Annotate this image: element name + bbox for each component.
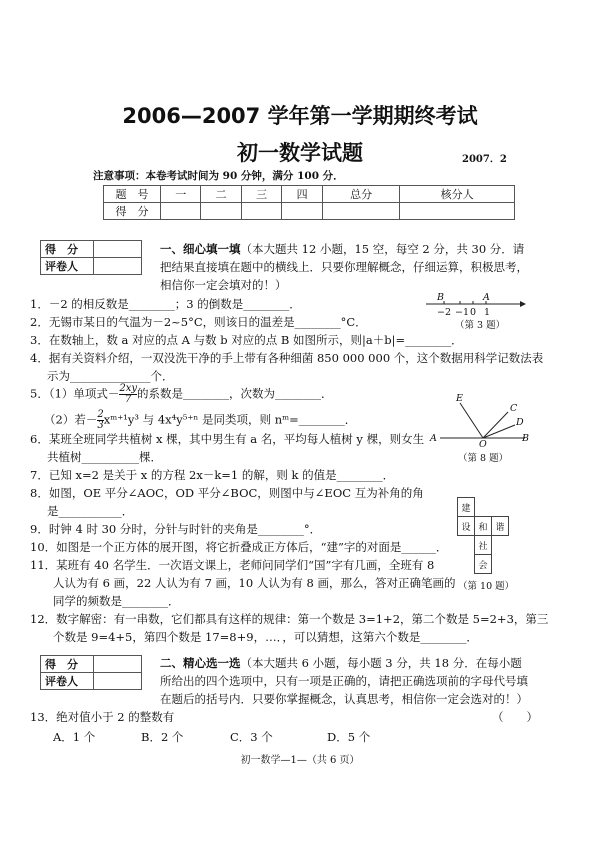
score-header: 三 bbox=[241, 186, 281, 203]
grader-label: 评卷人 bbox=[41, 673, 94, 690]
q11-cont: 人认为有 6 画，22 人认为有 7 画，10 人认为有 8 画，那么，答对正确笔画的 bbox=[53, 576, 456, 590]
net-cell: 谐 bbox=[492, 517, 509, 536]
label-a: A bbox=[430, 433, 437, 444]
net-cell: 会 bbox=[475, 555, 492, 574]
q5-1-post: 的系数是________，次数为________． bbox=[137, 386, 333, 401]
net-cell: 建 bbox=[458, 498, 475, 517]
grader-cell bbox=[94, 258, 142, 275]
section1-title: 一、细心填一填 bbox=[160, 242, 241, 256]
q5-1-pre: 5．（1）单项式－ bbox=[30, 386, 120, 401]
q12: 12．数字解密：有一串数，它们都具有这样的规律：第一个数是 3=1+2，第二个数是 5=2+3，第三 bbox=[30, 612, 549, 626]
denominator: 3 bbox=[97, 420, 104, 431]
q10: 10．如图是一个正方体的展开图，将它折叠成正方体后，“建”字的对面是______． bbox=[30, 540, 448, 554]
point-b-label: B bbox=[437, 292, 444, 303]
net-cell: 和 bbox=[475, 517, 492, 536]
section2-heading bbox=[160, 654, 532, 708]
q12-cont: 个数是 9=4+5，第四个数是 17=8+9，…．，可以猜想，这第六个数是________． bbox=[53, 630, 478, 644]
net-cell: 社 bbox=[475, 536, 492, 555]
score-cell bbox=[322, 203, 400, 220]
denominator: 7 bbox=[125, 394, 132, 405]
q5-2 bbox=[44, 410, 356, 431]
grader-label: 评卷人 bbox=[41, 258, 94, 275]
label-e: E bbox=[456, 393, 463, 404]
q6: 6．某班全班同学共植树 x 棵，其中男生有 a 名，平均每人植树 y 棵，则女生 bbox=[30, 432, 425, 446]
point-a-label: A bbox=[483, 292, 490, 303]
q7: 7．已知 x=2 是关于 x 的方程 2x－k=1 的解，则 k 的值是________． bbox=[30, 468, 395, 482]
q5-2-post: xᵐ⁺¹y³ 与 4x⁴y⁵⁺ⁿ 是同类项，则 nᵐ=________． bbox=[103, 412, 357, 427]
score-table bbox=[103, 185, 515, 220]
q3: 3．在数轴上，数 a 对应的点 A 与数 b 对应的点 B 如图所示，则|a＋b|=________． bbox=[30, 333, 463, 347]
score-header: 总分 bbox=[322, 186, 400, 203]
notice: 注意事项：本卷考试时间为 90 分钟，满分 100 分． bbox=[93, 170, 344, 182]
option-c: C．3 个 bbox=[230, 730, 273, 744]
tick-label: −1 bbox=[455, 307, 470, 318]
ray-oc bbox=[483, 412, 508, 438]
q2: 2．无锡市某日的气温为－2~5°C，则该日的温差是________°C． bbox=[30, 315, 367, 329]
grader-box-1 bbox=[40, 240, 142, 275]
section2-desc: （本大题共 6 小题，每小题 3 分，共 18 分．在每小题所给出的四个选项中，只有一项是正确的，请把正确选项前的字母代号填在题后的括号内．只要你掌握概念，认真思考，相信你一定会选对的！） bbox=[160, 656, 528, 706]
score-header: 四 bbox=[282, 186, 322, 203]
label-c: C bbox=[510, 403, 518, 414]
score-header: 核分人 bbox=[400, 186, 515, 203]
q8-cont: 是___________． bbox=[47, 504, 134, 518]
score-cell bbox=[282, 203, 322, 220]
score-header: 题 号 bbox=[104, 186, 161, 203]
fig10-caption: （第 10 题） bbox=[458, 581, 515, 592]
net-cell: 设 bbox=[458, 517, 475, 536]
q9: 9．时钟 4 时 30 分时，分针与时针的夹角是________°． bbox=[30, 522, 322, 536]
numerator: 2xy bbox=[119, 383, 138, 394]
q4: 4．据有关资料介绍，一双没洗干净的手上带有各种细菌 850 000 000 个，这个数据用科学记数法表 bbox=[30, 351, 544, 365]
ray-od bbox=[483, 425, 515, 438]
label-o: O bbox=[479, 439, 487, 450]
q6-cont: 共植树__________棵． bbox=[47, 450, 162, 464]
score-row-label: 得 分 bbox=[104, 203, 161, 220]
score-label: 得 分 bbox=[41, 241, 94, 258]
fig8-caption: （第 8 题） bbox=[458, 453, 509, 464]
grader-box-2 bbox=[40, 655, 142, 690]
section2-title: 二、精心选一选 bbox=[160, 656, 241, 670]
score-header: 二 bbox=[201, 186, 241, 203]
tick-label: 1 bbox=[484, 307, 491, 318]
label-d: D bbox=[516, 417, 524, 428]
q1: 1．－2 的相反数是________；3 的倒数是________． bbox=[30, 297, 301, 311]
q11-cont2: 同学的频数是________． bbox=[53, 594, 180, 608]
option-b: B．2 个 bbox=[141, 730, 184, 744]
score-cell bbox=[161, 203, 201, 220]
exam-subtitle: 初一数学试题 bbox=[237, 141, 363, 165]
score-label: 得 分 bbox=[41, 656, 94, 673]
q13: 13．绝对值小于 2 的整数有 bbox=[30, 710, 175, 724]
numerator: 2 bbox=[97, 409, 104, 420]
answer-bracket: （ ） bbox=[492, 710, 538, 724]
section1-desc: （本大题共 12 小题，15 空，每空 2 分，共 30 分．请把结果直接填在题中的横线上．只要你理解概念，仔细运算，积极思考，相信你一定会填对的！） bbox=[160, 242, 528, 292]
q8: 8．如图，OE 平分∠AOC，OD 平分∠BOC，则图中与∠EOC 互为补角的角 bbox=[30, 486, 424, 500]
ray-oe bbox=[460, 403, 483, 438]
cube-net-figure bbox=[457, 497, 509, 574]
option-d: D．5 个 bbox=[327, 730, 371, 744]
exam-title: 2006—2007 学年第一学期期终考试 bbox=[122, 104, 478, 128]
page-footer: 初一数学—1—（共 6 页） bbox=[240, 755, 360, 766]
option-a: A．1 个 bbox=[53, 730, 96, 744]
number-line-arrow bbox=[520, 301, 526, 307]
score-cell bbox=[201, 203, 241, 220]
q4-cont: 示为______________个． bbox=[47, 369, 174, 383]
grader-cell bbox=[94, 673, 142, 690]
q11: 11．某班有 40 名学生．一次语文课上，老师问同学们“国”字有几画，全班有 8 bbox=[30, 558, 435, 572]
q5-1 bbox=[30, 384, 333, 405]
score-cell bbox=[94, 656, 142, 673]
exam-date: 2007．2 bbox=[462, 154, 507, 165]
q5-2-pre: （2）若－ bbox=[44, 412, 98, 427]
fraction bbox=[119, 384, 137, 405]
section1-heading bbox=[160, 240, 530, 294]
score-header: 一 bbox=[161, 186, 201, 203]
fig3-caption: （第 3 题） bbox=[455, 320, 506, 331]
label-b: B bbox=[522, 433, 529, 444]
score-cell bbox=[241, 203, 281, 220]
score-cell bbox=[400, 203, 515, 220]
tick-label: −2 bbox=[437, 307, 452, 318]
tick-label: 0 bbox=[470, 307, 477, 318]
score-cell bbox=[94, 241, 142, 258]
